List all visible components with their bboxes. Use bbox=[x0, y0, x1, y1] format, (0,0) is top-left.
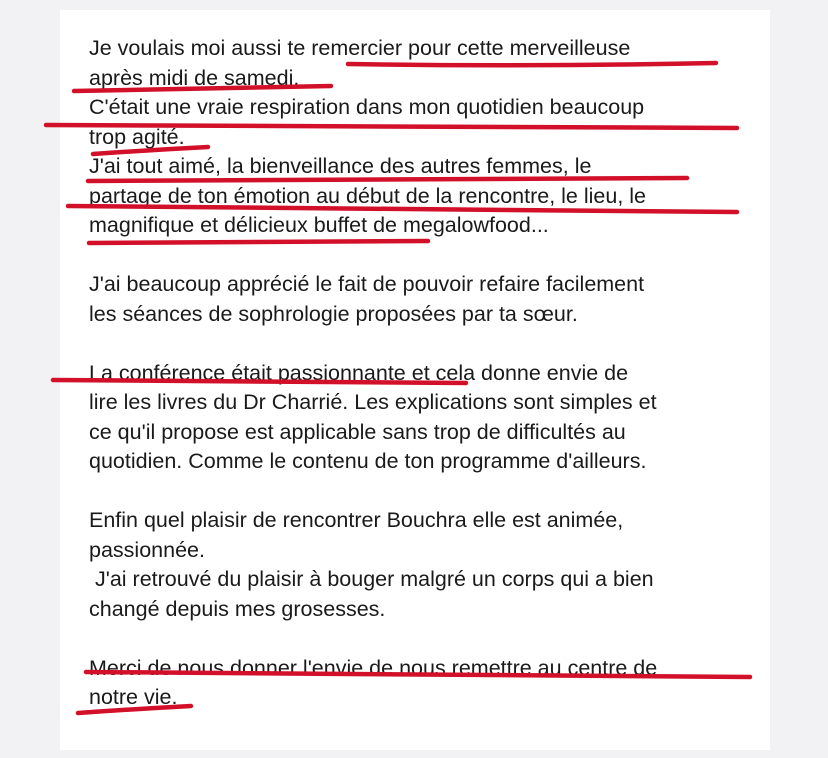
paragraph-gap bbox=[89, 477, 789, 507]
paragraph-gap bbox=[89, 329, 789, 359]
text-line: Merci de nous donner l'envie de nous remettre au centre de bbox=[89, 655, 658, 680]
text-line: passionnée. bbox=[89, 537, 205, 562]
text-line: Je voulais moi aussi te remercier pour cette merveilleuse bbox=[89, 36, 631, 60]
text-line: changé depuis mes grosesses. bbox=[89, 596, 386, 621]
text-line: La conférence était passionnante et cela donne envie de bbox=[89, 360, 629, 385]
text-line: ce qu'il propose est applicable sans trop de difficultés au bbox=[89, 419, 626, 444]
text-line: J'ai retrouvé du plaisir à bouger malgré un corps qui a bien bbox=[89, 567, 654, 591]
text-line: J'ai beaucoup apprécié le fait de pouvoir refaire facilement bbox=[89, 272, 645, 296]
text-line: magnifique et délicieux buffet de megalowfood... bbox=[89, 213, 549, 237]
text-line: J'ai tout aimé, la bienveillance des autres femmes, le bbox=[89, 154, 592, 178]
text-line: partage de ton émotion au début de la rencontre, le lieu, le bbox=[89, 183, 646, 208]
text-line: trop agité. bbox=[89, 124, 185, 149]
text-line: notre vie. bbox=[89, 685, 178, 709]
text-line: les séances de sophrologie proposées par ta sœur. bbox=[89, 301, 578, 326]
text-line: Enfin quel plaisir de rencontrer Bouchra elle est animée, bbox=[89, 508, 624, 532]
paragraph-gap bbox=[89, 241, 789, 271]
paragraph-gap bbox=[89, 624, 789, 654]
text-line: quotidien. Comme le contenu de ton programme d'ailleurs. bbox=[89, 449, 647, 473]
testimonial-text bbox=[89, 34, 789, 713]
text-line: C'était une vraie respiration dans mon quotidien beaucoup bbox=[89, 95, 645, 119]
text-line: après midi de samedi. bbox=[89, 65, 300, 90]
text-line: lire les livres du Dr Charrié. Les explications sont simples et bbox=[89, 390, 657, 414]
